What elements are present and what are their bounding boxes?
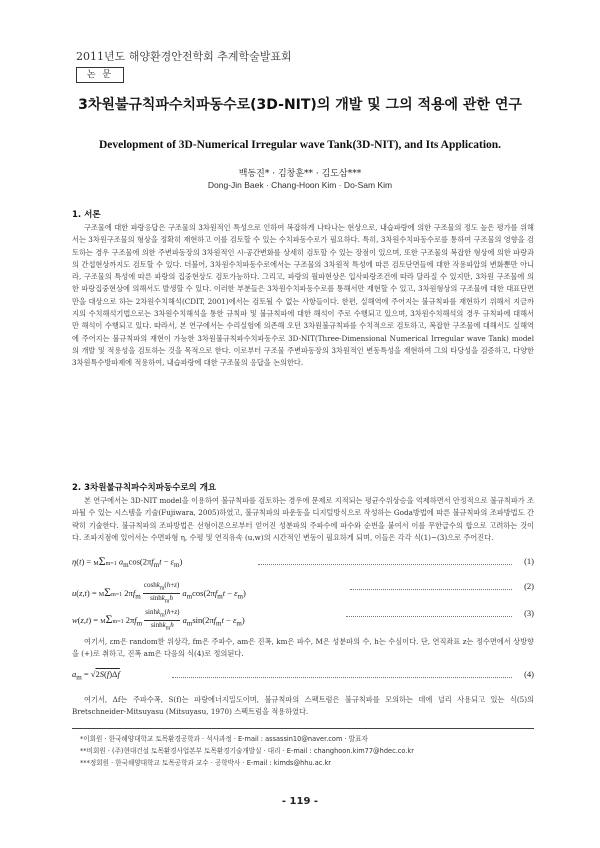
- cosh-fraction: $\frac{\cosh k_m(h+z)}{\sinh k_mh}$: [143, 581, 180, 605]
- title-korean: 3차원불규칙파수치파동수로(3D-NIT)의 개발 및 그의 적용에 관한 연구: [78, 97, 522, 113]
- leader-dots: [350, 589, 512, 590]
- equation-1: [72, 554, 534, 574]
- equation-1-number: (1): [524, 556, 534, 566]
- equation-4: [72, 667, 534, 687]
- section2-heading: 2. 3차원불규칙파수치파동수로의 개요: [72, 483, 217, 493]
- leader-dots: [346, 616, 512, 617]
- section1-body: 구조물에 대한 파랑응답은 구조물의 3차원적인 특성으로 인하여 복잡하게 나타나는 현상으로, 내습파랑에 의한 구조물의 정도 높은 평가를 위해서는 3차원구조물의 형상을 정확히 재현하고 이를 검토할 수 있는 수치파동수로가 필요하다. 특히, 3차원수치파동수로를 통하여 구조물의 영향을 검토하는 경우 구조물에 의한 주변파동장의 3차원적인 시·공간변화를 상세히 검토할 수 있는 장점이 있으며, 또한 구조물의 복잡한 형상에 의한 파랑과의 간섭현상까지도 검토할 수 있다. 더불어, 3차원수치파동수로에서는 구조물의 3차원적 특성에 따른 검토단면들에 대한 작용파압의 변화뿐만 아니라, 구조물의 특성에 따른 파랑의 집중현상도 검토가능하다. 그리고, 파랑의 월파현상은 입사파랑조건에 따라 달라질 수 있지만, 3차원 구조물에 의한 파랑집중현상에 의해서도 발생할 수 있다. 이러한 부분들은 3차원수치파동수로를 통해서만 재현할 수 있고, 3차원형상의 구조물에 대한 대표단면만을 대상으로 하는 2차원수치해석(CDIT, 2001)에서는 검토될 수 없는 사항들이다. 한편, 실해역에 주어지는 불규칙파를 재현하기 위해서 지금까지의 수치해석기법으로는 3차원수치해석을 통한 규칙파 및 불규칙파에 대한 해석이 주로 수행되고 있으며, 3차원수치해석의 경우 규칙파에 대해서만 해석이 수행되고 있다. 따라서, 본 연구에서는 수리실험에 의존해 오던 3차원불규칙파를 수치적으로 검토하고, 복잡한 구조물에 대해서도 실해역에 주어지는 불규칙파의 재현이 가능한 3차원불규칙파수치파동수로 3D-NIT(Three-Dimensional Numerical Irregular wave Tank) model의 개발 및 적용성을 검토하는 것을 목적으로 한다. 이로부터 구조물 주변파동장의 3차원적인 변동특성을 재현하여 그의 타당성을 검증하고, 다양한 3차원특수방파제에 적용하여, 내습파랑에 대한 구조물의 응답을 논의한다.: [72, 223, 534, 368]
- equation-2: [72, 579, 534, 605]
- footnote-2: **비회원 · (주)현대건설 토목환경사업본부 토목환경기술개발실 · 대리 · E-mail : changhoon.kim77@hdec.co.kr: [80, 747, 414, 755]
- equation-3: [72, 606, 534, 632]
- paper-type-tag: 논 문: [76, 67, 124, 83]
- conference-name: 2011년도 해양환경안전학회 추계학술발표회: [76, 50, 292, 63]
- leader-dots: [172, 677, 512, 678]
- sum-symbol: MΣm=1: [93, 554, 117, 568]
- footnote-3: ***정회원 · 한국해양대학교 토목공학과 교수 · 공학박사 · E-mail : kimds@hhu.ac.kr: [80, 759, 332, 767]
- section2-body: 본 연구에서는 3D-NIT model을 이용하여 불규칙파를 검토하는 경우에 문제로 지적되는 평균수위상승을 억제하면서 안정적으로 불규칙파가 조파될 수 있는 시스템을 기술(Fujiwara, 2005)하였고, 불규칙파의 파운동을 디지털방식으로 작성하는 Goda방법에 따른 불규칙파의 조파방법도 간략히 기술한다. 불규칙파의 조파방법은 선형이론으로부터 얻어진 성분파의 주파수에 파수와 순번을 붙여서 이를 무한급수의 합으로 고려하는 것이다. 조파지점에 있어서는 수면파형 η, 수평 및 연직유속 (u,w)의 시간적인 변동이 필요하게 되며, 이들은 각각 식(1)~(3)으로 주어진다.: [72, 496, 534, 542]
- section1-heading: 1. 서론: [72, 210, 101, 220]
- equation-4-expression: $a_m = √2S(f)\Delta f$: [72, 669, 120, 682]
- authors-english: Dong-Jin Baek · Chang-Hoon Kim · Do-Sam Kim: [207, 180, 393, 190]
- equation-1-expression: η(t) = MΣm=1 $a_m\cos(2\pi f_mt - \varepsilon_m)$: [72, 554, 183, 570]
- equation-3-number: (3): [524, 608, 534, 618]
- section2-after-eq4: 여기서, Δf는 주파수폭, S(f)는 파랑에너지밀도이며, 불규칙파의 스펙트럼은 불규칙파를 모의하는 데에 널리 사용되고 있는 식(5)의 Bretschneider-Mitsuyasu (Mitsuyasu, 1970) 스펙트럼을 적용하였다.: [72, 695, 534, 717]
- section2-after-equations: 여기서, εm은 random한 위상각, fm은 주파수, am은 진폭, km은 파수, M은 성분파의 수, h는 수심이다. 단, 연직좌표 z는 정수면에서 상방향을 (+)로 취하고, 진폭 am은 다음의 식(4)로 정의된다.: [72, 637, 534, 659]
- equation-2-expression: u(z,t) = MΣm=1 $2\pi f_m$ $\frac{\cosh k_m(h+z)}{\sinh k_mh}$ $a_m\cos(2\pi f_mt - \varepsilon_m)$: [72, 581, 246, 605]
- sum-symbol: MΣm=1: [100, 612, 124, 627]
- page-number: - 119 -: [281, 796, 319, 807]
- title-english: Development of 3D-Numerical Irregular wave Tank(3D-NIT), and Its Application.: [98, 139, 502, 151]
- authors-korean: 백동진* · 김창훈** · 김도삼***: [238, 169, 362, 179]
- equation-2-number: (2): [524, 581, 534, 591]
- sum-symbol: MΣm=1: [98, 585, 123, 600]
- footnote-1: *이회원 · 한국해양대학교 토목환경공학과 · 석사과정 · E-mail : assassin10@naver.com · 발표자: [80, 735, 368, 743]
- equation-3-expression: w(z,t) = MΣm=1 $2\pi f_m$ $\frac{\sinh k_m(h+z)}{\sinh k_mh}$ $a_m\sin(2\pi f_mt - \varepsilon_m)$: [72, 608, 245, 632]
- footnote-divider: [72, 728, 534, 729]
- leader-dots: [258, 564, 512, 565]
- equation-4-number: (4): [524, 669, 534, 679]
- sinh-fraction: $\frac{\sinh k_m(h+z)}{\sinh k_mh}$: [145, 608, 180, 632]
